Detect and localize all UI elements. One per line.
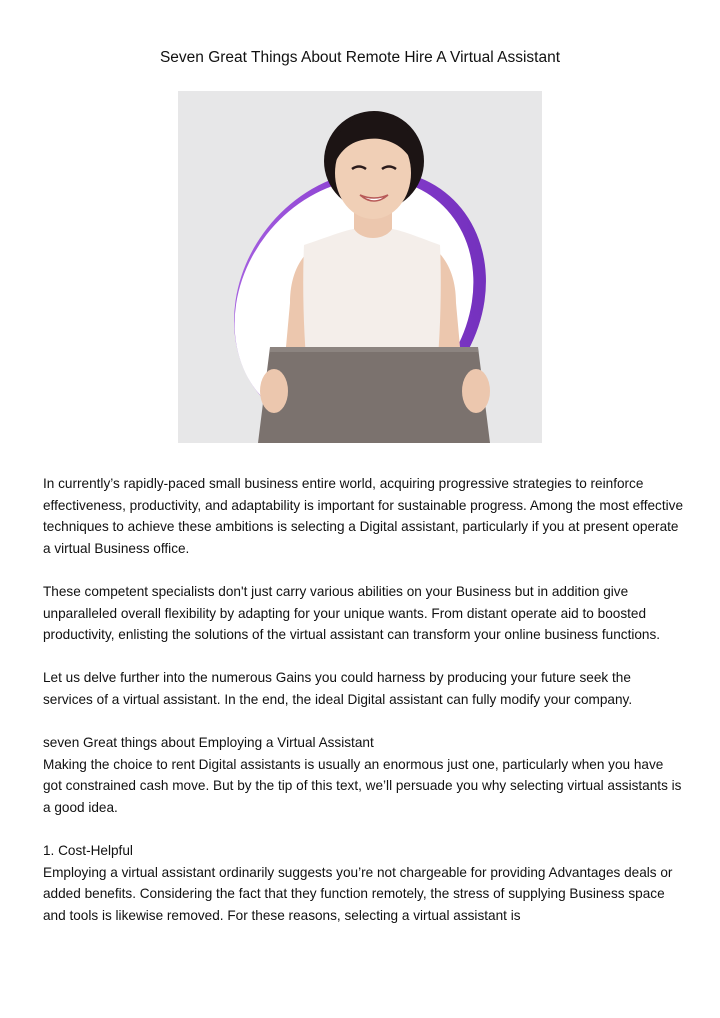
hero-image xyxy=(178,91,542,443)
page-title: Seven Great Things About Remote Hire A Virtual Assistant xyxy=(159,49,561,66)
paragraph-seven-things: seven Great things about Employing a Virtual Assistant Making the choice to rent Digital assistants is usually an enormous just one, particularly when you have got constrained cash move. But by the tip of this text, we’ll persuade you why selecting virtual assistants is a good idea. xyxy=(43,735,682,815)
paragraph-specialists: These competent specialists don't just carry various abilities on your Business but in addition give unparalleled overall flexibility by adapting for your unique wants. From distant operate aid to boosted productivity, enlisting the solutions of the virtual assistant can transform your online business functions. xyxy=(43,583,661,643)
woman-laptop-illustration xyxy=(178,91,542,443)
article-body xyxy=(43,473,683,926)
paragraph-cost-helpful: 1. Cost-Helpful Employing a virtual assistant ordinarily suggests you’re not chargeable for providing Advantages deals or added benefits. Considering the fact that they function remotely, the stress of supplying Business space and tools is likewise removed. For these reasons, selecting a virtual assistant is xyxy=(43,843,673,923)
paragraph-gains: Let us delve further into the numerous Gains you could harness by producing your future seek the services of a virtual assistant. In the end, the ideal Digital assistant can fully modify your company. xyxy=(43,670,633,707)
paragraph-intro: In currently’s rapidly-paced small business entire world, acquiring progressive strategies to reinforce effectiveness, productivity, and adaptability is important for sustainable progress. Among the most effective techniques to achieve these ambitions is selecting a Digital assistant, particularly if you at present operate a virtual Business office. xyxy=(43,476,684,556)
